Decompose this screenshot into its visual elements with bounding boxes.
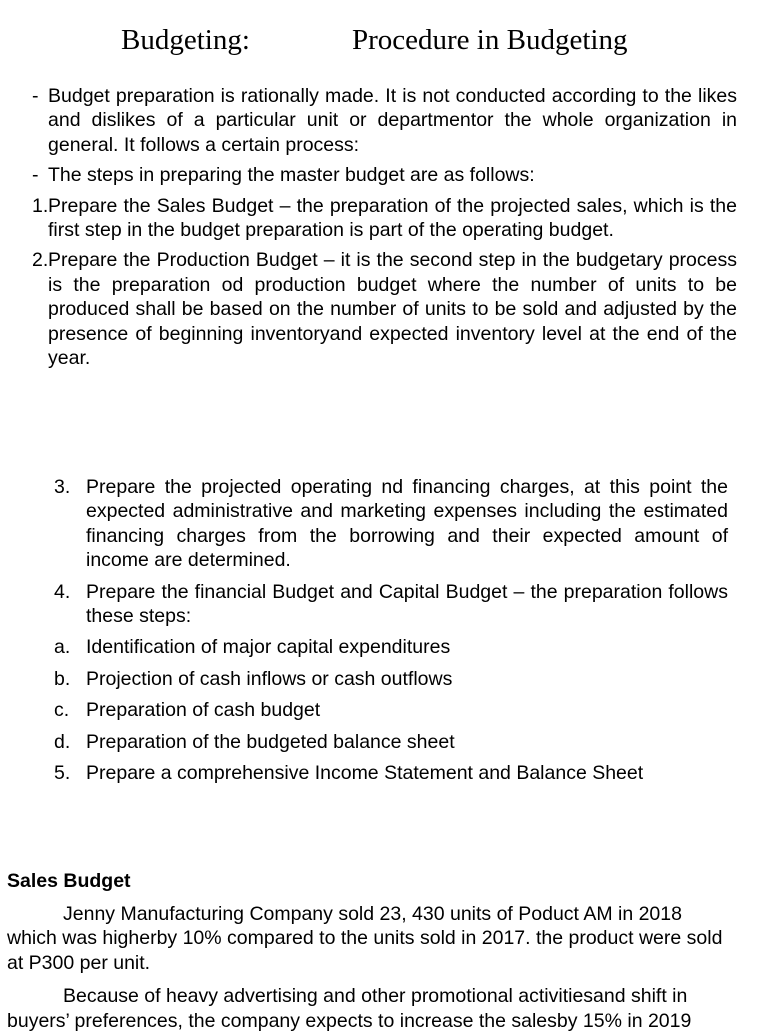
list-marker: b. [54,667,71,690]
list-item [0,635,768,659]
list-item-text: Prepare the Production Budget – it is the second step in the budgetary process is the preparation od production budget where the number of units to be produced shall be based on the number of units to be sold and adjusted by the presence of beginning inventoryand expected inventory level at the end of the year. [48,249,737,370]
list-item [0,84,768,157]
list-item [0,163,768,187]
list-item [0,667,768,691]
list-item [0,730,768,754]
list-marker: 5. [54,762,71,785]
section-heading: Sales Budget [7,870,131,892]
list-item-text: Budget preparation is rationally made. It is not conducted according to the likes and dislikes of a particular unit or departmentor the whole organization in general. It follows a certain process: [48,85,737,156]
list-item-text: Projection of cash inflows or cash outflows [86,667,453,690]
list-item-text: Preparation of cash budget [86,699,321,722]
list-item-text: The steps in preparing the master budget are as follows: [48,164,535,187]
list-marker: c. [54,699,70,722]
list-item [0,248,768,370]
list-item [0,761,768,785]
title-budgeting: Budgeting: [121,24,250,56]
list-item [0,475,768,573]
list-marker: 2. [32,249,49,272]
list-item [0,698,768,722]
list-item-text: Identification of major capital expenditures [86,636,451,659]
list-item-text: Prepare the projected operating nd financing charges, at this point the expected administrative and marketing expenses including the estimated financing charges from the borrowing and their expected amount of income are determined. [86,476,728,572]
list-item-text: Prepare a comprehensive Income Statement and Balance Sheet [86,762,644,785]
list-marker: - [32,85,39,107]
list-marker: - [32,164,39,187]
procedure-steps-list [0,475,768,792]
paragraph: Because of heavy advertising and other promotional activitiesand shift in buyers’ preferences, the company expects to increase the salesby 15% in 2019 [7,985,692,1032]
sales-budget-section [0,869,768,1033]
list-item-text: Prepare the Sales Budget – the preparation of the projected sales, which is the first step in the budget preparation is part of the operating budget. [48,194,737,242]
list-item [0,194,768,243]
list-marker: 3. [54,476,71,498]
list-item [0,580,768,629]
list-marker: d. [54,730,71,753]
list-item-text: Preparation of the budgeted balance sheet [86,730,455,753]
paragraph: Jenny Manufacturing Company sold 23, 430 units of Poduct AM in 2018 which was higherby 10% compared to the units sold in 2017. the product were sold at P300 per unit. [7,903,723,974]
list-item-text: Prepare the financial Budget and Capital Budget – the preparation follows these steps: [86,580,728,628]
list-marker: 1. [32,194,49,217]
list-marker: 4. [54,580,71,603]
title-procedure: Procedure in Budgeting [352,24,628,56]
list-marker: a. [54,636,71,659]
procedure-intro-list [0,84,768,376]
page-title [0,24,768,64]
